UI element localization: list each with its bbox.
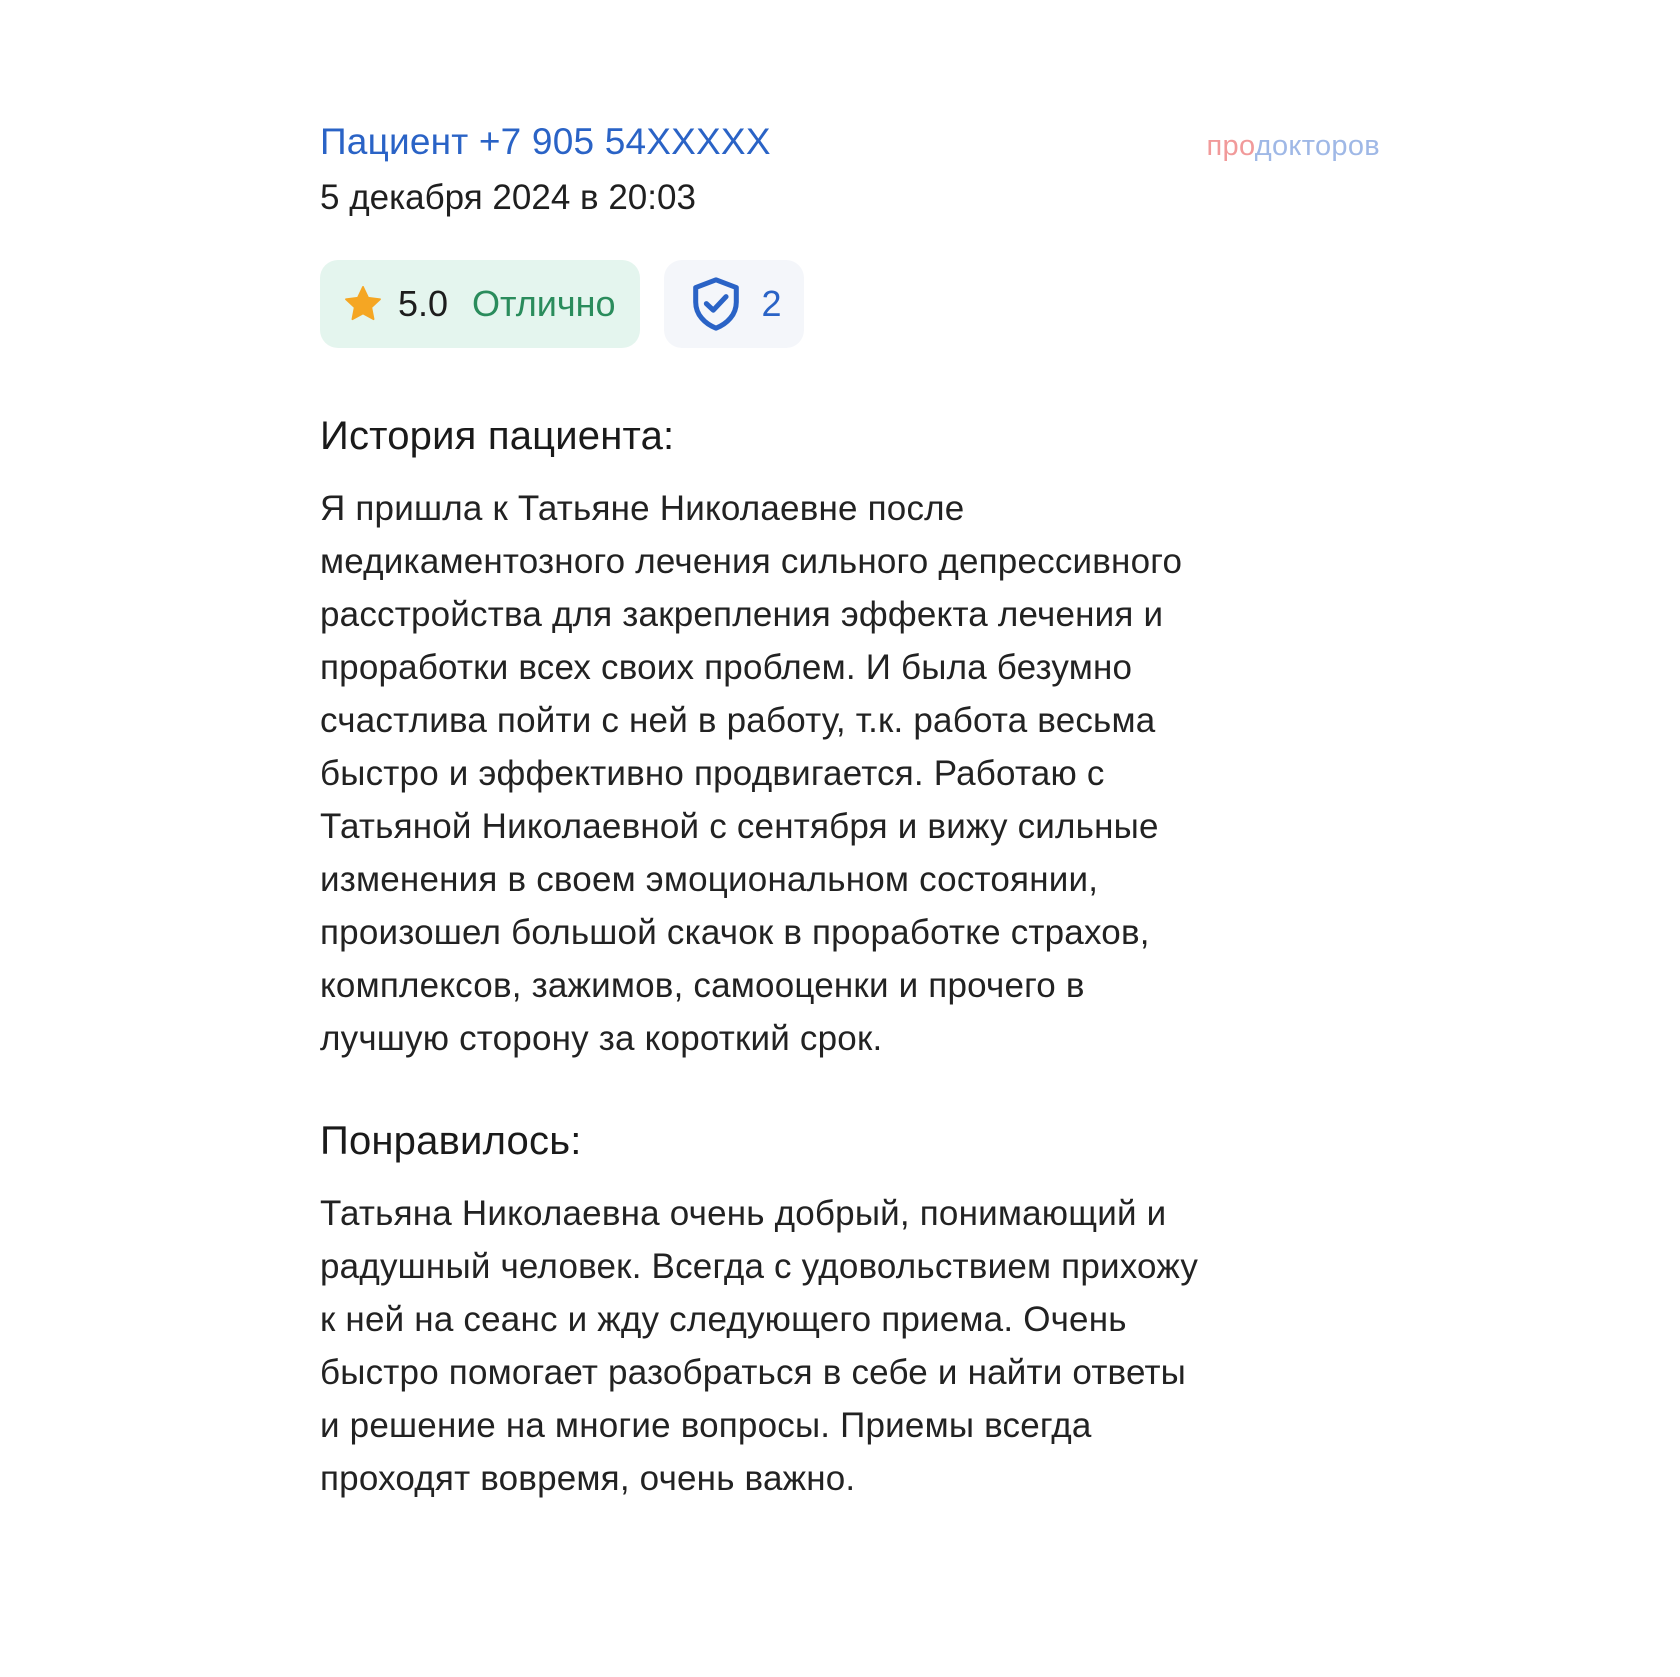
history-title: История пациента: [320, 414, 675, 458]
liked-title: Понравилось: [320, 1119, 582, 1163]
logo-part-pro: про [1206, 130, 1255, 162]
verification-count: 2 [761, 283, 782, 324]
author-link[interactable]: Пациент +7 905 54XXXXX [320, 121, 771, 162]
rating-value: 5.0 [398, 283, 449, 324]
star-icon [342, 283, 384, 325]
review-header [320, 118, 1380, 228]
review-date: 5 декабря 2024 в 20:03 [320, 178, 696, 217]
badges-row [320, 260, 1380, 348]
rating-label: Отлично [472, 283, 616, 324]
history-text: Я пришла к Татьяне Николаевне после медикаментозного лечения сильного депрессивного расстройства для закрепления эффекта лечения и проработки всех своих проблем. И была безумно счастлива пойти с ней в работу, т.к. работа весьма быстро и эффективно продвигается. Работаю с Татьяной Николаевной с сентября и вижу сильные изменения в своем эмоциональном состоянии, произошел большой скачок в проработке страхов, комплексов, зажимов, самооценки и прочего в лучшую сторону за короткий срок. [320, 489, 1183, 1058]
prodoctorov-logo [1207, 126, 1380, 166]
verification-badge[interactable] [664, 260, 804, 348]
review-card [320, 118, 1380, 1505]
shield-check-icon [688, 275, 744, 333]
logo-part-doc: докторов [1254, 130, 1380, 162]
liked-text: Татьяна Николаевна очень добрый, понимающий и радушный человек. Всегда с удовольствием прихожу к ней на сеанс и жду следующего приема. Очень быстро помогает разобраться в себе и найти ответы и решение на многие вопросы. Приемы всегда проходят вовремя, очень важно. [320, 1194, 1199, 1498]
rating-badge[interactable] [320, 260, 640, 348]
